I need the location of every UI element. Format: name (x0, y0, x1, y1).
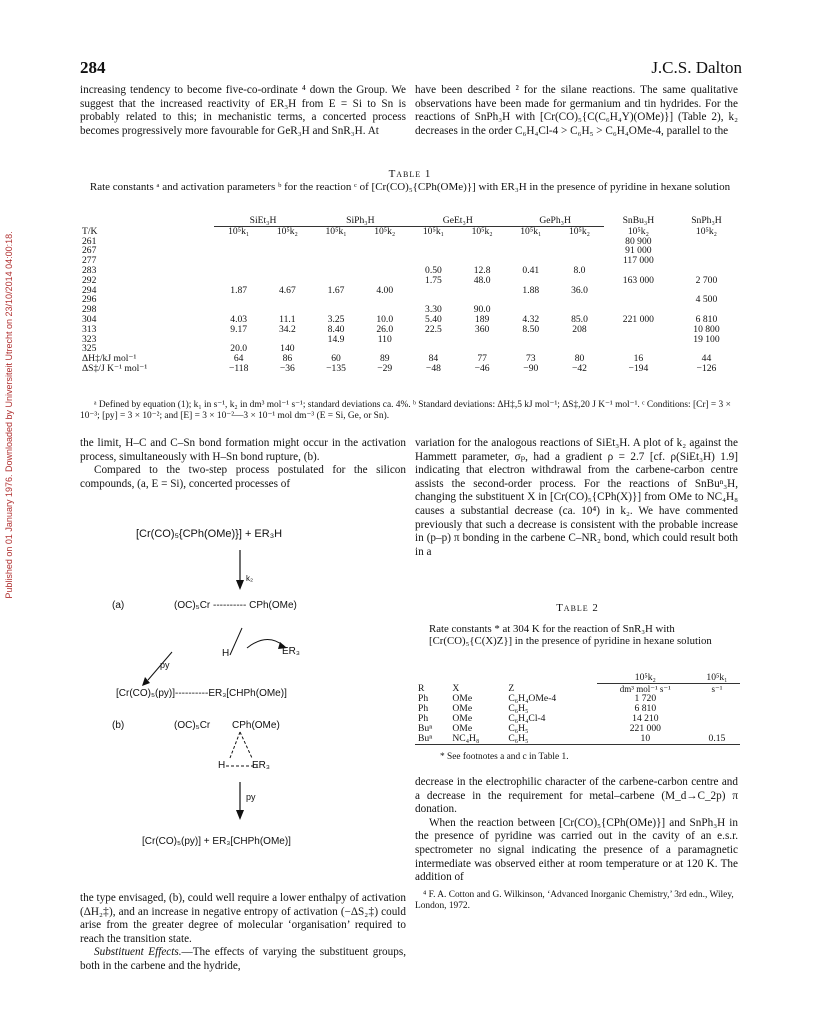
table1-cell: 117 000 (622, 255, 654, 267)
page-number: 284 (80, 58, 106, 77)
table1-cell (312, 295, 361, 305)
table1-cell (263, 256, 312, 266)
table1-subheader: 10⁵k₂ (374, 225, 396, 237)
scheme-a-er3: ER₃ (282, 646, 300, 657)
table1-cell: −29 (377, 362, 393, 374)
table1-row-label: 292 (82, 274, 97, 286)
table1-cell: 60 (331, 353, 341, 365)
table1-cell: 3.30 (425, 304, 442, 316)
table2-cell: C₆H₅ (505, 734, 596, 745)
scheme-k2-label: k₂ (246, 574, 254, 583)
table1-cell (604, 295, 673, 305)
table1-cell (673, 256, 740, 266)
table1-subheader: 10⁵k₂ (276, 225, 298, 237)
table1-group-header: GePh₃H (506, 216, 603, 226)
table1-cell: −118 (228, 362, 249, 374)
table1-cell: 208 (572, 323, 587, 335)
table2-cell: Ph (418, 713, 429, 724)
table1-cell: −90 (523, 362, 539, 374)
table1-row-label: 313 (82, 323, 97, 335)
table2-col-x: X (452, 682, 460, 694)
table1-row (80, 276, 740, 286)
table1-cell: −42 (571, 362, 587, 374)
table1-cell (214, 246, 263, 256)
table1-group-header: SiEt₃H (214, 216, 311, 226)
table1-row (80, 286, 740, 296)
table1-cell (604, 286, 673, 296)
table1-row (80, 256, 740, 266)
scheme-py-label: py (160, 660, 170, 670)
table1-cell (409, 335, 458, 345)
table1-cell (458, 335, 507, 345)
table1-cell (263, 295, 312, 305)
table1-cell: −194 (628, 362, 649, 374)
table1-row-label: 298 (82, 304, 97, 316)
table2-cell: 6 810 (634, 703, 657, 714)
column-right-middle (415, 437, 738, 559)
table1-cell: 8.40 (327, 323, 345, 335)
table1-subheader: 10⁵k₂ (627, 225, 649, 237)
table1-cell: 86 (282, 353, 293, 365)
table2-cell: 14 210 (632, 713, 659, 724)
table1-row (80, 335, 740, 345)
table1-cell: 85.0 (571, 313, 588, 325)
table2-cell: NC₄H₈ (449, 734, 505, 745)
table1-cell (214, 295, 263, 305)
table2-cell: C₆H₄OMe-4 (508, 693, 557, 704)
column-left-top (80, 84, 406, 138)
paragraph-text: —The effects of varying the substituent groups, both in the carbene and the hydride, (80, 946, 406, 972)
table1-cell (673, 246, 740, 256)
publication-sidebar-note (2, 180, 16, 650)
table1-subheader: 10⁵k₂ (568, 225, 591, 237)
paragraph: the type envisaged, (b), could well require a lower enthalpy of activation (ΔH₂‡), and an increase in negative entropy of activation (−ΔS₂‡) could arise from the greater degree of molecular ‘organisation’ required to reach the transition state. (80, 892, 406, 945)
table1-cell: 14.9 (327, 333, 345, 345)
paragraph: variation for the analogous reactions of SiEt₃H. A plot of k₂ against the Hammett parameter, σₚ, had a gradient ρ = 2.7 [cf. ρ(SiEt₃H) 1.9] indicating that electron withdrawal from the carbene-carbon centre assists the second-order process. For the reactions of SnBuⁿ₃H, changing the substituent X in [Cr(CO)₅{CPh(X)}] from OMe to NC₄H₈ causes a substantial decrease (ca. 10⁴) in k₂. We have commented previously that such a decrease is consistent with the probable increase in (p–p) π bonding in the carbene C–NR₂ bond, which could result both in a (415, 437, 738, 558)
table1-cell (409, 286, 458, 296)
scheme-a-h: H (222, 648, 230, 659)
table2-cell: OMe (452, 693, 473, 704)
table1-subheader: 10⁵k₂ (471, 225, 493, 237)
table2-caption: Rate constants * at 304 K for the reaction of SnR₃H with [Cr(CO)₅{C(X)Z}] in the presence of pyridine in hexane solution (429, 622, 712, 647)
scheme-b-cph: CPh(OMe) (232, 720, 280, 731)
table1-row-label: ΔS‡/J K⁻¹ mol⁻¹ (82, 362, 148, 374)
table2-cell: OMe (452, 703, 473, 714)
table1-cell: 360 (474, 323, 490, 335)
table1-cell: 9.17 (230, 323, 248, 335)
table1-cell: 0.50 (425, 264, 442, 276)
table1-row-label: 296 (82, 294, 97, 306)
table1-cell: 80 900 (625, 235, 652, 247)
table2-cell: 221 000 (629, 723, 661, 734)
table2-header-k1: 10⁵k₁ (706, 672, 728, 683)
column-left-middle (80, 437, 406, 491)
table1-cell (506, 335, 555, 345)
table1-row (80, 364, 740, 374)
table1-cell (409, 237, 458, 247)
reaction-scheme (112, 520, 392, 880)
table1-cell (360, 246, 409, 256)
table1-cell (312, 237, 361, 247)
table1-row-label: 267 (82, 245, 97, 257)
paragraph (80, 946, 406, 973)
table1-group-header: SnBu₃H (622, 215, 655, 227)
table1-cell: 4 500 (695, 294, 718, 306)
table1-subheader: 10⁵k₁ (422, 225, 444, 237)
table1-cell (312, 266, 361, 276)
table1-subheader: 10⁵k₂ (695, 225, 717, 237)
table1-row-label: 304 (82, 313, 97, 325)
table1-cell: 22.5 (425, 323, 442, 335)
reference-footnote (415, 890, 738, 912)
section-heading: Substituent Effects. (94, 946, 182, 959)
paragraph: Compared to the two-step process postulated for the silicon compounds, (a, E = Si), concerted processes of (80, 464, 406, 490)
paragraph: When the reaction between [Cr(CO)₅{CPh(OMe)}] and SnPh₃H in the presence of pyridine was carried out in the cavity of an e.s.r. spectrometer no signal indicating the presence of a paramagnetic intermediate was observed either at room temperature or at 120 K. The addition of (415, 816, 738, 884)
reference-text: ⁴ F. A. Cotton and G. Wilkinson, ‘Advanced Inorganic Chemistry,’ 3rd edn., Wiley, London, 1972. (415, 890, 734, 911)
table1-cell: 16 (633, 353, 644, 365)
table1-cell (360, 237, 409, 247)
table1-cell (263, 237, 312, 247)
table2-unit-k1: s⁻¹ (694, 684, 740, 695)
table1-subheader: 10⁵k₁ (325, 225, 347, 237)
table1-cell: 64 (233, 353, 244, 365)
table1-cell (555, 237, 604, 247)
table1-group-header: SiPh₃H (312, 216, 409, 226)
table1-cell: 89 (379, 353, 390, 365)
scheme-b-h: H (218, 760, 226, 771)
table1-group-header: GeEt₃H (409, 216, 506, 226)
table1-cell: 26.0 (376, 323, 394, 335)
table1-cell: 19 100 (693, 333, 720, 345)
table1-cell: 10.0 (376, 313, 394, 325)
table1-cell: 91 000 (625, 245, 652, 257)
column-right-top (415, 84, 738, 138)
table1-cell: 77 (477, 353, 487, 365)
table1-cell (312, 246, 361, 256)
table1-cell (409, 246, 458, 256)
table1-cell (673, 237, 740, 247)
table1-cell: 221 000 (622, 313, 654, 325)
table1-cell: 1.88 (522, 284, 540, 296)
table1-row-label: 294 (82, 284, 97, 296)
table1-cell: 20.0 (230, 343, 248, 355)
table1-cell: 110 (377, 333, 392, 345)
table1-row-label: 261 (82, 235, 97, 247)
table1-cell: 1.75 (425, 274, 442, 286)
table1-cell (214, 237, 263, 247)
table1-cell (214, 266, 263, 276)
scheme-label-a: (a) (112, 600, 125, 611)
scheme-reactants: [Cr(CO)₅{CPh(OMe)}] + ER₃H (136, 528, 283, 540)
table1-cell: 4.03 (230, 313, 248, 325)
scheme-label-b: (b) (112, 720, 125, 731)
table2-cell (694, 714, 740, 724)
table2-cell: Ph (418, 703, 429, 714)
table1-row-label: 323 (82, 333, 97, 345)
table1-cell (555, 246, 604, 256)
table1-row-label: 283 (82, 264, 97, 276)
table2-cell: 0.15 (694, 734, 740, 745)
table1-cell (555, 335, 604, 345)
table1-cell (312, 256, 361, 266)
table2-cell (694, 704, 740, 714)
table1-cell: 44 (701, 353, 712, 365)
table1-cell (360, 266, 409, 276)
table1-cell: 5.40 (425, 313, 442, 325)
table1-cell: 1.67 (327, 284, 345, 296)
table2-cell: C₆H₄Cl-4 (508, 713, 546, 724)
table1-cell (458, 237, 507, 247)
table1-cell (506, 246, 555, 256)
table1-cell: 84 (428, 353, 439, 365)
table1-cell: 48.0 (473, 274, 491, 286)
table1-cell (506, 295, 555, 305)
table1-subheader: 10⁵k₁ (520, 225, 542, 237)
table1-cell: 4.32 (522, 313, 540, 325)
column-right-bottom (415, 776, 738, 885)
table1-cell (555, 295, 604, 305)
scheme-final-products: [Cr(CO)₅(py)] + ER₃[CHPh(OMe)] (142, 836, 291, 847)
table2-cell: 10 (597, 734, 694, 745)
table1-row-label: 277 (82, 255, 97, 267)
table1-cell (360, 256, 409, 266)
paragraph: decrease in the electrophilic character of the carbene-carbon centre and a decrease in the requirement for metal–carbene (M_d→C_2p) π donation. (415, 776, 738, 816)
table1 (80, 216, 740, 374)
table2-cell: Ph (418, 693, 429, 704)
table1-cell: −126 (696, 362, 717, 374)
table1-row (80, 315, 740, 325)
scheme-b-py: py (246, 792, 256, 802)
table2-cell: C₆H₅ (508, 703, 529, 714)
table2-col-z: Z (508, 682, 515, 694)
table1-cell: 11.1 (279, 313, 296, 325)
table1-cell: 4.00 (376, 284, 394, 296)
table1-cell: 73 (526, 353, 536, 365)
table1-cell: 36.0 (571, 284, 588, 296)
table2-title: Table 2 (556, 602, 599, 614)
scheme-b-cr: (OC)₅Cr (174, 720, 211, 731)
table1-cell: 2 700 (695, 274, 718, 286)
table1-cell: 90.0 (473, 304, 491, 316)
table1-footnotes (80, 400, 740, 422)
table1-cell: 10 800 (693, 323, 720, 335)
paragraph: have been described ² for the silane reactions. The same qualitative observations have been made for germanium and tin hydrides. For the reactions of SnPh₃H with [Cr(CO)₅{C(C₆H₄Y)(OMe)}] (Table 2), k₂ decreases in the order C₆H₄Cl-4 > C₆H₅ > C₆H₄OMe-4, parallel to the (415, 84, 738, 137)
table1-group-header: SnPh₃H (691, 215, 722, 227)
table1-cell: 1.87 (230, 284, 248, 296)
table1-cell (263, 266, 312, 276)
table1-cell: 8.50 (522, 323, 540, 335)
table2-cell: OMe (452, 723, 473, 734)
table1-subheader: 10⁵k₁ (228, 225, 250, 237)
scheme-a-top: (OC)₅Cr ---------- CPh(OMe) (174, 600, 297, 611)
table1-cell (506, 237, 555, 247)
table1-footnote: ᵃ Defined by equation (1); k₁ in s⁻¹, k₂ in dm³ mol⁻¹ s⁻¹; standard deviations ca. 4%. ᵇ Standard deviations: ΔH‡,5 kJ mol⁻¹; ΔS‡,20 J K⁻¹ mol⁻¹. ᶜ Conditions: [Cr] = 3 × 10⁻³; [py] = 3 × 10⁻²; and [E] = 3 × 10⁻²—3 × 10⁻¹ mol dm⁻³ (E = Si, Ge, or Sn). (80, 400, 731, 421)
table1-cell: 0.41 (522, 264, 540, 276)
sidebar-note-text: Published on 01 January 1976. Downloaded by Universiteit Utrecht on 23/10/2014 04:00:18. (4, 231, 14, 599)
table2-cell: Buⁿ (418, 723, 433, 734)
table1-cell: −46 (474, 362, 490, 374)
table1-cell: 163 000 (622, 274, 654, 286)
paragraph: the limit, H–C and C–Sn bond formation might occur in the activation process, simultaneously with H–Sn bond rupture, (b). (80, 437, 406, 463)
table1-cell: 4.67 (278, 284, 296, 296)
table2-cell (694, 694, 740, 704)
column-left-bottom (80, 892, 406, 974)
scheme-a-product: [Cr(CO)₅(py)]----------ER₃[CHPh(OMe)] (116, 688, 287, 699)
journal-title: J.C.S. Dalton (651, 58, 742, 77)
table1-cell: −135 (326, 362, 346, 374)
table1-cell (458, 286, 507, 296)
table1-cell: 12.8 (473, 264, 491, 276)
scheme-b-er3: ER₃ (252, 760, 270, 771)
table1-cell: 140 (280, 343, 295, 355)
table1-title: Table 1 (388, 168, 432, 180)
table1-cell: 80 (574, 353, 585, 365)
table1-cell (263, 246, 312, 256)
table1-cell: −48 (425, 362, 441, 374)
table2-row (415, 734, 740, 745)
table1-row (80, 325, 740, 335)
table1-caption: Rate constants ᵃ and activation parameters ᵇ for the reaction ᶜ of [Cr(CO)₅{CPh(OMe)}] with ER₃H in the presence of pyridine in hexane solution (89, 180, 731, 193)
table1-cell: 3.25 (327, 313, 345, 325)
table2-footnote: * See footnotes a and c in Table 1. (440, 752, 569, 762)
table2-col-r: R (418, 682, 425, 694)
table2-cell: Buⁿ (415, 734, 449, 745)
table1-row-label-header: T/K (82, 225, 98, 237)
paragraph: increasing tendency to become five-co-ordinate ⁴ down the Group. We suggest that the increased reactivity of ER₃H from E = Si to Sn is probably related to this; in mechanistic terms, a concerted process becomes progressively more favourable for GeR₃H and SnR₃H. At (80, 84, 406, 137)
table1-caption-block (80, 168, 740, 193)
table1-cell (604, 325, 673, 335)
table1-cell (604, 335, 673, 345)
table2-cell: OMe (452, 713, 473, 724)
table2-cell: 1 720 (634, 693, 657, 704)
table1-row-label: ΔH‡/kJ mol⁻¹ (82, 353, 137, 365)
table1-row (80, 295, 740, 305)
table2-unit-k2: dm³ mol⁻¹ s⁻¹ (597, 684, 694, 695)
table1-cell: 8.0 (573, 264, 586, 276)
table2-caption-block (415, 602, 740, 648)
table1-cell (458, 246, 507, 256)
table2 (415, 673, 740, 745)
table1-row-label: 325 (82, 343, 97, 355)
table1-cell: 34.2 (278, 323, 296, 335)
table1-cell (360, 295, 409, 305)
table2-cell: C₆H₅ (508, 723, 529, 734)
table1-cell (214, 256, 263, 266)
table1-cell: −36 (279, 362, 295, 374)
table2-header-k2: 10⁵k₂ (634, 672, 656, 683)
table1-cell: 189 (474, 313, 490, 325)
table1-cell: 6 810 (695, 313, 718, 325)
